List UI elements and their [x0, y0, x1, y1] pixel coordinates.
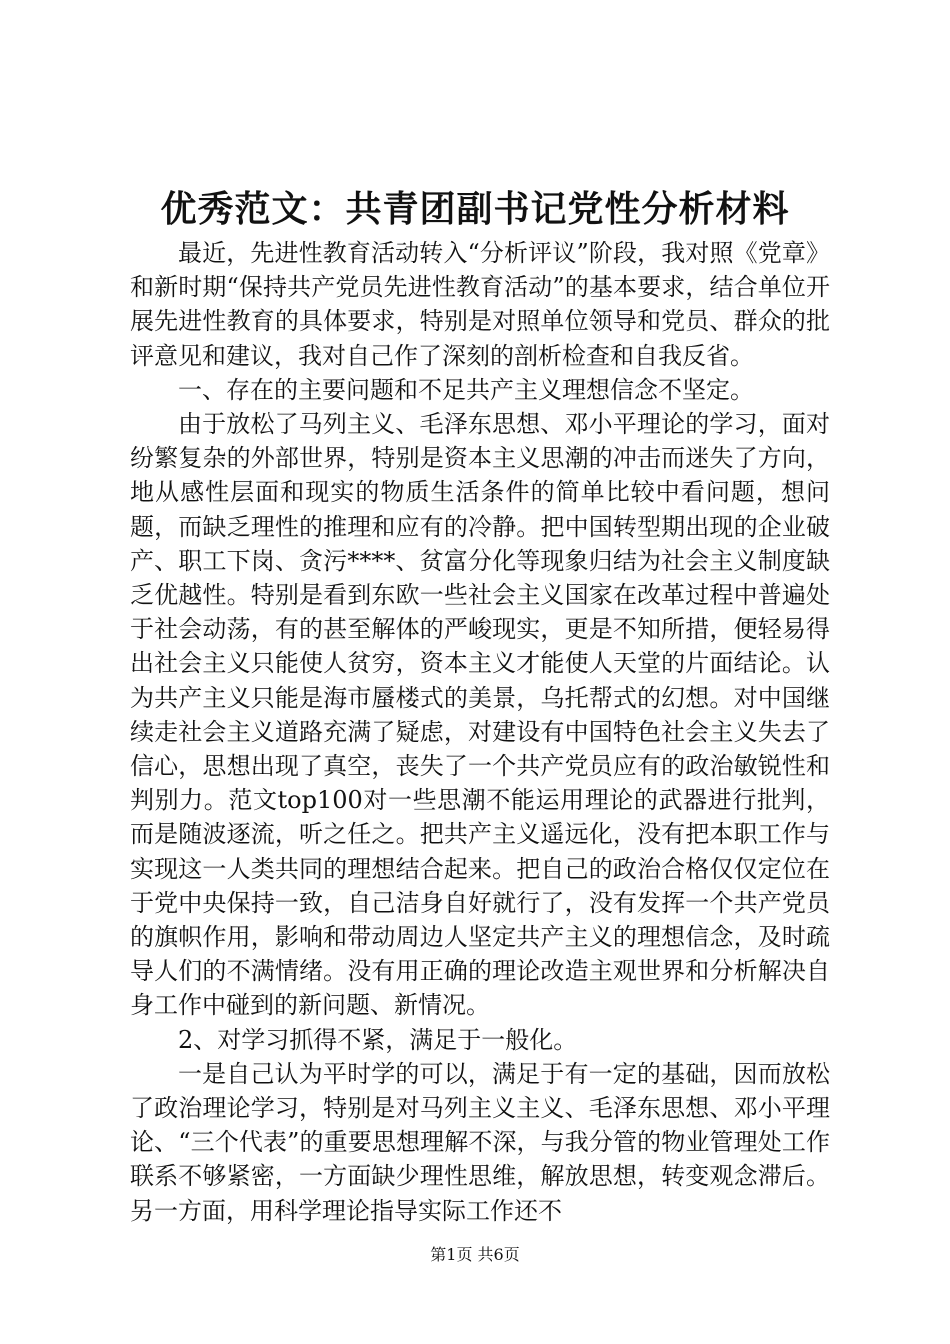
- document-title: 优秀范文：共青团副书记党性分析材料: [160, 188, 790, 230]
- paragraph-study: 一是自己认为平时学的可以，满足于有一定的基础，因而放松了政治理论学习，特别是对马列主义主义、毛泽东思想、邓小平理论、“三个代表”的重要思想理解不深，与我分管的物业管理处工作联系不够紧密，一方面缺少理性思维，解放思想，转变观念滞后。另一方面，用科学理论指导实际工作还不: [130, 1059, 830, 1225]
- paragraph-intro: 最近，先进性教育活动转入“分析评议”阶段，我对照《党章》和新时期“保持共产党员先进性教育活动”的基本要求，结合单位开展先进性教育的具体要求，特别是对照单位领导和党员、群众的批评意见和建议，我对自己作了深刻的剖析检查和自我反省。: [130, 239, 830, 370]
- document-body: [130, 236, 830, 1228]
- paragraph-ideals: 由于放松了马列主义、毛泽东思想、邓小平理论的学习，面对纷繁复杂的外部世界，特别是资本主义思潮的冲击而迷失了方向，地从感性层面和现实的物质生活条件的简单比较中看问题，想问题，而缺乏理性的推理和应有的冷静。把中国转型期出现的企业破产、职工下岗、贪污****、贫富分化等现象归结为社会主义制度缺乏优越性。特别是看到东欧一些社会主义国家在改革过程中普遍处于社会动荡，有的甚至解体的严峻现实，更是不知所措，便轻易得出社会主义只能使人贫穷，资本主义才能使人天堂的片面结论。认为共产主义只能是海市蜃楼式的美景，乌托帮式的幻想。对中国继续走社会主义道路充满了疑虑，对建设有中国特色社会主义失去了信心，思想出现了真空，丧失了一个共产党员应有的政治敏锐性和判别力。范文top100对一些思潮不能运用理论的武器进行批判，而是随波逐流，听之任之。把共产主义遥远化，没有把本职工作与实现这一人类共同的理想结合起来。把自己的政治合格仅仅定位在于党中央保持一致，自己洁身自好就行了，没有发挥一个共产党员的旗帜作用，影响和带动周边人坚定共产主义的理想信念，及时疏导人们的不满情绪。没有用正确的理论改造主观世界和分析解决自身工作中碰到的新问题、新情况。: [130, 410, 830, 1020]
- paragraph-study-heading: 2、对学习抓得不紧，满足于一般化。: [178, 1025, 578, 1054]
- paragraph-section-heading: 一、存在的主要问题和不足共产主义理想信念不坚定。: [178, 375, 754, 404]
- page-number-footer: 第1页 共6页: [430, 1245, 520, 1264]
